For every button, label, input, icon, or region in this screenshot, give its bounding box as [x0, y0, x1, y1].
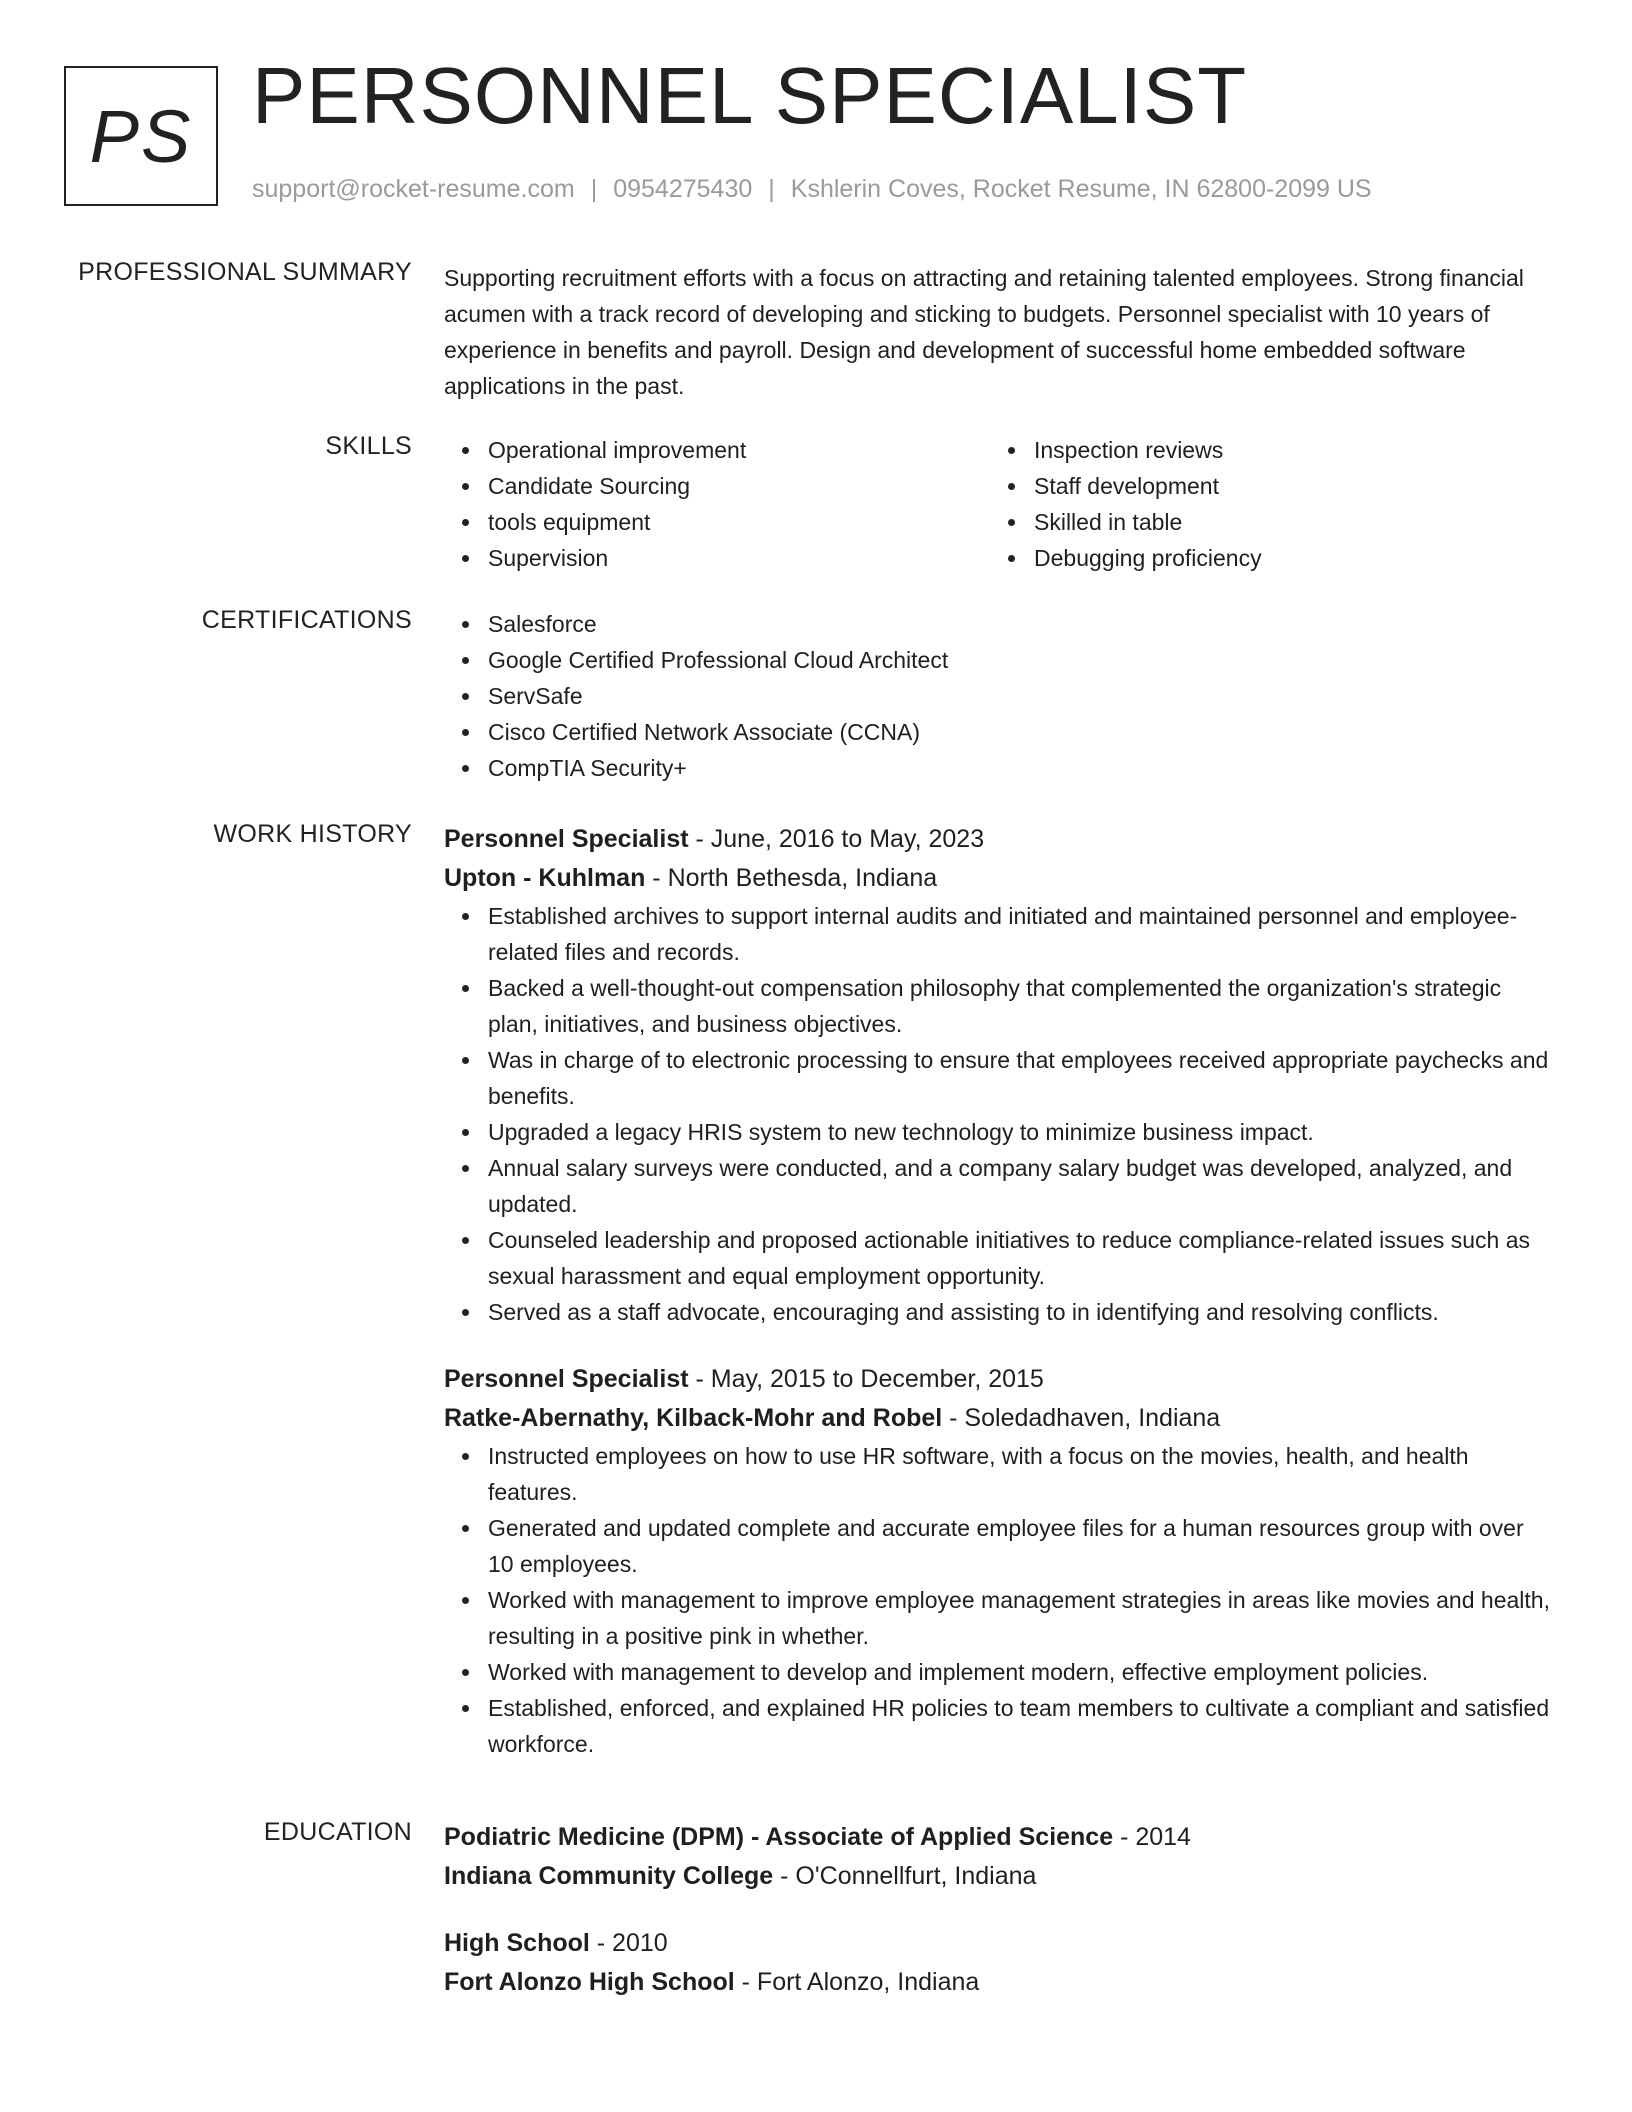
job-company: Upton - Kuhlman	[444, 864, 646, 892]
certifications-list	[444, 606, 1554, 786]
job-bullets	[444, 1438, 1554, 1762]
job-company: Ratke-Abernathy, Kilback-Mohr and Robel	[444, 1404, 943, 1432]
education-entry	[444, 1924, 1554, 2002]
job-bullet: Generated and updated complete and accurate employee files for a human resources group with over 10 employees.	[444, 1510, 1554, 1582]
job-company-line	[444, 1398, 1554, 1438]
job-entry	[444, 1360, 1554, 1762]
skill-item: Operational improvement	[444, 432, 990, 468]
skills-column-1	[444, 432, 990, 576]
resume-title: PERSONNEL SPECIALIST	[252, 51, 1248, 140]
job-title: Personnel Specialist	[444, 1365, 689, 1393]
job-company-line	[444, 858, 1554, 898]
job-location: - North Bethesda, Indiana	[645, 864, 938, 892]
job-bullet: Worked with management to improve employee management strategies in areas like movies and health, resulting in a positive pink in whether.	[444, 1582, 1554, 1654]
job-bullet: Instructed employees on how to use HR software, with a focus on the movies, health, and health features.	[444, 1438, 1554, 1510]
skill-item: Skilled in table	[990, 504, 1536, 540]
degree: High School	[444, 1929, 590, 1957]
certifications-heading: CERTIFICATIONS	[201, 606, 412, 634]
monogram-initials: PS	[89, 94, 193, 178]
certification-item: ServSafe	[444, 678, 1554, 714]
skill-item: Candidate Sourcing	[444, 468, 990, 504]
skills-list	[444, 432, 1554, 576]
certifications-list-wrap	[444, 606, 1554, 786]
school-location: - O'Connellfurt, Indiana	[773, 1862, 1037, 1890]
certification-item: CompTIA Security+	[444, 750, 1554, 786]
monogram-box	[64, 66, 218, 206]
job-bullet: Backed a well-thought-out compensation philosophy that complemented the organization's strategic plan, initiatives, and business objectives.	[444, 970, 1554, 1042]
contact-separator: |	[768, 175, 775, 203]
school-line	[444, 1856, 1554, 1896]
degree-line	[444, 1818, 1554, 1856]
school-line	[444, 1962, 1554, 2002]
education-heading: EDUCATION	[263, 1818, 412, 1846]
skill-item: Supervision	[444, 540, 990, 576]
skills-column-2	[990, 432, 1536, 576]
job-bullet: Served as a staff advocate, encouraging and assisting to in identifying and resolving conflicts.	[444, 1294, 1554, 1330]
school: Indiana Community College	[444, 1862, 774, 1890]
job-bullet: Worked with management to develop and implement modern, effective employment policies.	[444, 1654, 1554, 1690]
contact-separator: |	[590, 175, 598, 203]
job-dates: - June, 2016 to May, 2023	[688, 825, 985, 853]
education-content	[444, 1818, 1554, 2002]
job-location: - Soledadhaven, Indiana	[942, 1404, 1221, 1432]
degree-line	[444, 1924, 1554, 1962]
skill-item: Debugging proficiency	[990, 540, 1536, 576]
work-history-heading: WORK HISTORY	[213, 820, 412, 848]
job-entry	[444, 820, 1554, 1330]
job-bullet: Annual salary surveys were conducted, and a company salary budget was developed, analyzed, and updated.	[444, 1150, 1554, 1222]
job-bullet: Was in charge of to electronic processing to ensure that employees received appropriate paychecks and benefits.	[444, 1042, 1554, 1114]
job-title-line	[444, 820, 1554, 858]
job-bullet: Upgraded a legacy HRIS system to new technology to minimize business impact.	[444, 1114, 1554, 1150]
contact-line	[252, 175, 1372, 204]
job-bullet: Established, enforced, and explained HR policies to team members to cultivate a compliant and satisfied workforce.	[444, 1690, 1554, 1762]
certification-item: Salesforce	[444, 606, 1554, 642]
job-bullets	[444, 898, 1554, 1330]
summary-text: Supporting recruitment efforts with a focus on attracting and retaining talented employees. Strong financial acumen with a track record of developing and sticking to budgets. Personnel specialist with 10 years of experience in benefits and payroll. Design and development of successful home embedded software applications in the past.	[444, 265, 1524, 399]
school: Fort Alonzo High School	[444, 1968, 735, 1996]
job-bullet: Counseled leadership and proposed actionable initiatives to reduce compliance-related issues such as sexual harassment and equal employment opportunity.	[444, 1222, 1554, 1294]
job-bullet: Established archives to support internal audits and initiated and maintained personnel and employee-related files and records.	[444, 898, 1554, 970]
contact-address: Kshlerin Coves, Rocket Resume, IN 62800-2099 US	[790, 175, 1372, 203]
job-dates: - May, 2015 to December, 2015	[688, 1365, 1044, 1393]
work-history-content	[444, 820, 1554, 1762]
skill-item: Staff development	[990, 468, 1536, 504]
skills-heading: SKILLS	[325, 432, 412, 460]
degree-year: - 2014	[1113, 1823, 1191, 1851]
job-title-line	[444, 1360, 1554, 1398]
skill-item: Inspection reviews	[990, 432, 1536, 468]
summary-heading: PROFESSIONAL SUMMARY	[78, 258, 412, 286]
contact-email[interactable]: support@rocket-resume.com	[252, 175, 575, 203]
degree-year: - 2010	[589, 1929, 668, 1957]
skill-item: tools equipment	[444, 504, 990, 540]
education-entry	[444, 1818, 1554, 1896]
degree: Podiatric Medicine (DPM) - Associate of Applied Science	[444, 1823, 1114, 1851]
contact-phone[interactable]: 0954275430	[613, 175, 753, 203]
school-location: - Fort Alonzo, Indiana	[734, 1968, 980, 1996]
certification-item: Google Certified Professional Cloud Architect	[444, 642, 1554, 678]
certification-item: Cisco Certified Network Associate (CCNA)	[444, 714, 1554, 750]
job-title: Personnel Specialist	[444, 825, 689, 853]
